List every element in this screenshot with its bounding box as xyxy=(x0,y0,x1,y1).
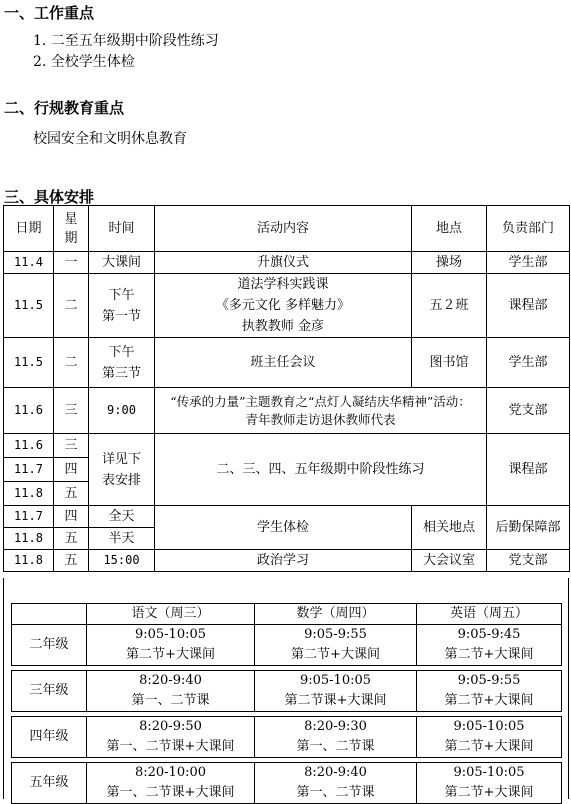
weekday-cell: 二 xyxy=(54,338,89,388)
weekday-cell: 一 xyxy=(54,252,89,274)
weekday-cell: 三 xyxy=(54,388,89,434)
exam-cell xyxy=(255,763,417,804)
place-cell: 操场 xyxy=(412,252,487,274)
exam-period: 第二节+大课间 xyxy=(444,785,534,800)
grade-cell: 二年级 xyxy=(12,625,87,666)
table-row xyxy=(4,434,570,458)
exam-period: 第一、二节课+大课间 xyxy=(106,739,235,754)
exam-cell xyxy=(417,625,562,666)
exam-period: 第一、二节课 xyxy=(131,693,210,708)
exam-cell xyxy=(417,763,562,804)
header-time: 时间 xyxy=(89,206,155,252)
dept-cell: 课程部 xyxy=(487,434,570,506)
table-row xyxy=(4,550,570,572)
exam-header-chinese: 语文（周三） xyxy=(87,604,255,625)
table-row xyxy=(12,717,562,758)
exam-time: 9:05-9:55 xyxy=(457,673,521,688)
time-cell: 大课间 xyxy=(89,252,155,274)
exam-period: 第一、二节课+大课间 xyxy=(106,785,235,800)
exam-cell xyxy=(417,717,562,758)
date-cell: 11.4 xyxy=(4,252,54,274)
date-cell: 11.8 xyxy=(4,550,54,572)
exam-period: 第二节+大课间 xyxy=(126,647,215,662)
exam-period: 第一、二节课 xyxy=(296,785,375,800)
date-cell: 11.6 xyxy=(4,434,54,458)
date-cell: 11.7 xyxy=(4,458,54,482)
activity-cell: 二、三、四、五年级期中阶段性练习 xyxy=(155,434,487,506)
dept-cell: 学生部 xyxy=(487,252,570,274)
exam-cell xyxy=(87,763,255,804)
weekday-cell: 二 xyxy=(54,274,89,338)
exam-header-english: 英语（周五） xyxy=(417,604,562,625)
weekday-cell: 五 xyxy=(54,528,89,550)
exam-header-blank xyxy=(12,604,87,625)
activity-cell: 升旗仪式 xyxy=(155,252,412,274)
header-dept: 负责部门 xyxy=(487,206,570,252)
schedule-header-row xyxy=(4,206,570,252)
grade-cell: 四年级 xyxy=(12,717,87,758)
exam-cell xyxy=(87,625,255,666)
exam-time: 9:05-10:05 xyxy=(453,765,525,780)
place-cell: 大会议室 xyxy=(412,550,487,572)
date-cell: 11.5 xyxy=(4,274,54,338)
activity-cell: 道法学科实践课 《多元文化 多样魅力》 执教教师 金彦 xyxy=(155,274,412,338)
date-cell: 11.8 xyxy=(4,482,54,506)
exam-cell xyxy=(255,671,417,712)
exam-cell xyxy=(417,671,562,712)
exam-header-math: 数学（周四） xyxy=(255,604,417,625)
exam-period: 第二节课+大课间 xyxy=(284,693,387,708)
exam-time: 9:05-10:05 xyxy=(453,719,525,734)
weekday-cell: 三 xyxy=(54,434,89,458)
table-row xyxy=(12,763,562,804)
exam-period: 第二节+大课间 xyxy=(444,647,534,662)
header-activity: 活动内容 xyxy=(155,206,412,252)
place-cell: 五２班 xyxy=(412,274,487,338)
focus-item-1: 1. 二至五年级期中阶段性练习 xyxy=(33,33,219,49)
section-3-title: 三、具体安排 xyxy=(4,188,95,206)
table-row xyxy=(4,506,570,528)
table-row xyxy=(12,671,562,712)
exam-time: 9:05-9:45 xyxy=(457,627,521,642)
conduct-focus-text: 校园安全和文明休息教育 xyxy=(33,131,187,147)
exam-schedule-table xyxy=(11,603,562,804)
exam-cell xyxy=(255,625,417,666)
exam-header-row xyxy=(12,604,562,625)
table-row xyxy=(12,625,562,666)
focus-item-2: 2. 全校学生体检 xyxy=(33,54,135,70)
exam-time: 8:20-9:40 xyxy=(139,673,202,688)
table-row xyxy=(4,252,570,274)
weekday-cell: 四 xyxy=(54,458,89,482)
exam-time: 8:20-9:50 xyxy=(139,719,202,734)
dept-cell: 后勤保障部 xyxy=(487,506,570,550)
schedule-table xyxy=(3,205,570,572)
exam-cell xyxy=(87,717,255,758)
table-row xyxy=(4,274,570,338)
place-cell: 图书馆 xyxy=(412,338,487,388)
activity-cell: “传承的力量”主题教育之“点灯人凝结庆华精神”活动：青年教师走访退休教师代表 xyxy=(155,388,487,434)
exam-period: 第一、二节课 xyxy=(296,739,375,754)
section-1-title: 一、工作重点 xyxy=(4,4,95,22)
exam-period: 第二节+大课间 xyxy=(444,739,534,754)
date-cell: 11.8 xyxy=(4,528,54,550)
weekday-cell: 五 xyxy=(54,482,89,506)
exam-time: 8:20-9:40 xyxy=(304,765,367,780)
dept-cell: 党支部 xyxy=(487,550,570,572)
activity-cell: 学生体检 xyxy=(155,506,412,550)
dept-cell: 课程部 xyxy=(487,274,570,338)
exam-time: 9:05-9:55 xyxy=(304,627,367,642)
time-cell: 半天 xyxy=(89,528,155,550)
time-cell: 9:00 xyxy=(89,388,155,434)
date-cell: 11.5 xyxy=(4,338,54,388)
time-cell: 下午 第三节 xyxy=(89,338,155,388)
header-weekday: 星 期 xyxy=(54,206,89,252)
activity-cell: 政治学习 xyxy=(155,550,412,572)
weekday-cell: 五 xyxy=(54,550,89,572)
grade-cell: 五年级 xyxy=(12,763,87,804)
activity-cell: 班主任会议 xyxy=(155,338,412,388)
header-place: 地点 xyxy=(412,206,487,252)
table-row xyxy=(4,388,570,434)
header-date: 日期 xyxy=(4,206,54,252)
exam-time: 9:05-10:05 xyxy=(299,673,372,688)
exam-cell xyxy=(87,671,255,712)
table-row xyxy=(4,338,570,388)
time-cell: 全天 xyxy=(89,506,155,528)
grade-cell: 三年级 xyxy=(12,671,87,712)
place-cell: 相关地点 xyxy=(412,506,487,550)
exam-time: 9:05-10:05 xyxy=(134,627,207,642)
date-cell: 11.7 xyxy=(4,506,54,528)
exam-period: 第二节+大课间 xyxy=(444,693,534,708)
weekday-cell: 四 xyxy=(54,506,89,528)
date-cell: 11.6 xyxy=(4,388,54,434)
time-cell: 详见下 表安排 xyxy=(89,434,155,506)
time-cell: 15:00 xyxy=(89,550,155,572)
section-2-title: 二、行规教育重点 xyxy=(4,99,125,117)
exam-cell xyxy=(255,717,417,758)
exam-time: 8:20-9:30 xyxy=(304,719,367,734)
dept-cell: 学生部 xyxy=(487,338,570,388)
time-cell: 下午 第一节 xyxy=(89,274,155,338)
exam-time: 8:20-10:00 xyxy=(134,765,207,780)
dept-cell: 党支部 xyxy=(487,388,570,434)
exam-period: 第二节+大课间 xyxy=(291,647,380,662)
